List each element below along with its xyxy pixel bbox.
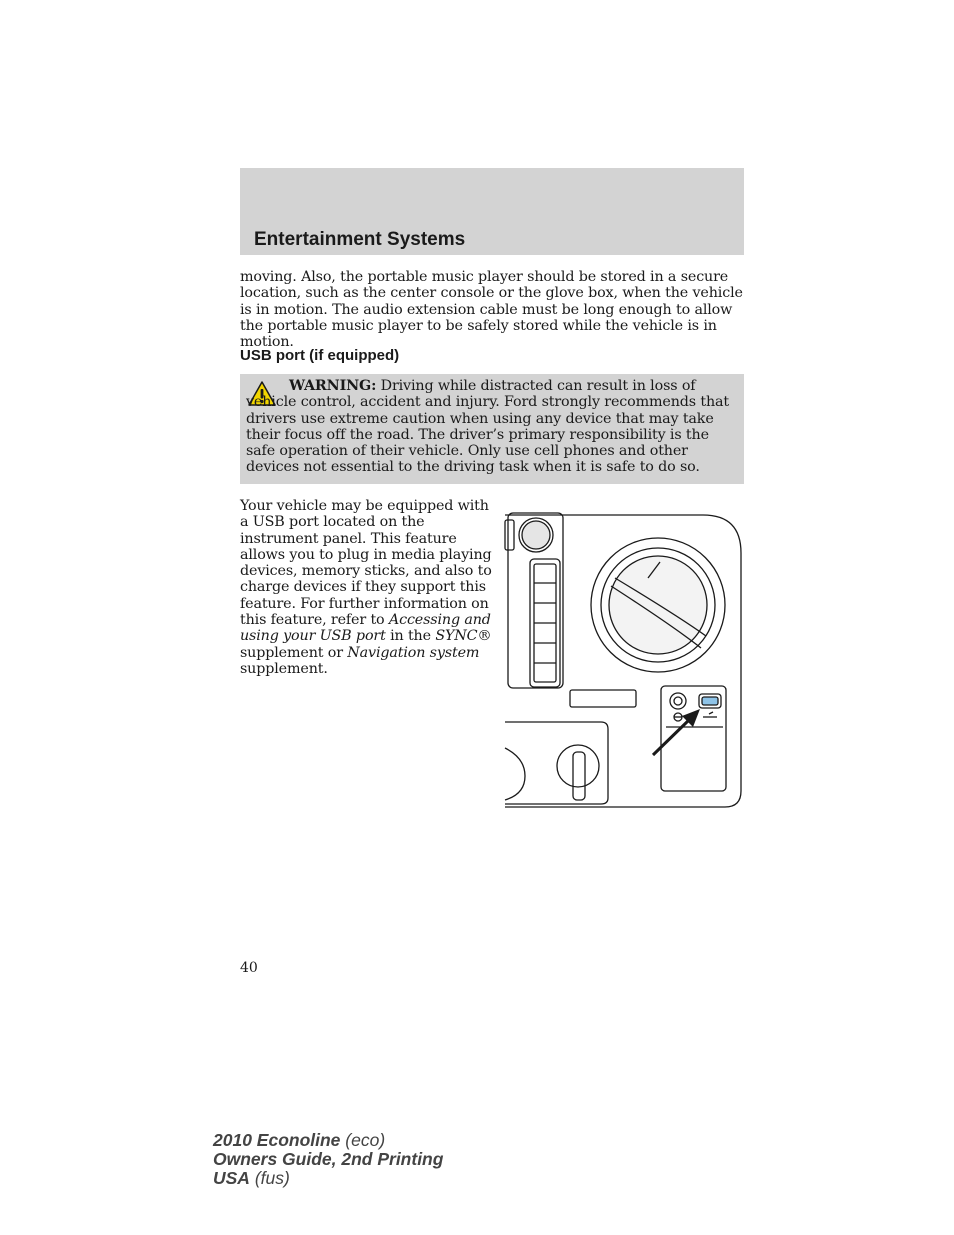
warning-body: Driving while distracted can result in loss of vehicle control, accident and injury. Ford strongly recommends that drivers use extreme caution when using any device that may take their focus off the road. The driver’s primary responsibility is the safe operation of their vehicle. Only use cell phones and other devices not essential to the driving task when it is safe to do so.	[246, 378, 729, 476]
intro-paragraph: moving. Also, the portable music player should be stored in a secure location, such as the center console or the glove box, when the vehicle is in motion. The audio extension cable must be long enough to allow the portable music player to be safely stored while the vehicle is in motion.	[240, 269, 743, 351]
usb-port-illustration	[503, 508, 745, 810]
usb-description-paragraph	[240, 498, 498, 677]
footer-region-code: (fus)	[249, 1168, 290, 1188]
text-span: supplement or	[240, 644, 348, 661]
footer-printing: Owners Guide, 2nd Printing	[213, 1149, 444, 1169]
text-span: in the	[385, 628, 436, 645]
footer-model-code: (eco)	[340, 1130, 386, 1150]
usb-section-heading: USB port (if equipped)	[240, 347, 400, 364]
footer-model: 2010 Econoline	[213, 1130, 341, 1150]
footer-publication-info	[213, 1131, 443, 1188]
usb-reference-link: Accessing and using your USB port	[240, 612, 491, 645]
section-title: Entertainment Systems	[254, 229, 466, 250]
footer-line-3	[213, 1169, 443, 1188]
footer-line-2	[213, 1150, 443, 1169]
footer-line-1	[213, 1131, 443, 1150]
section-header-bar	[240, 168, 744, 255]
warning-box	[240, 374, 744, 484]
warning-label: WARNING:	[289, 378, 377, 394]
text-span: Your vehicle may be equipped with a USB port located on the instrument panel. This feature allows you to plug in media playing devices, memory sticks, and also to charge devices if they support this feature. For further information on this feature, refer to	[240, 498, 492, 629]
navigation-reference: Navigation system	[347, 644, 480, 661]
sync-reference: SYNC®	[435, 628, 492, 645]
page-number: 40	[240, 960, 258, 976]
text-span: supplement.	[240, 660, 328, 677]
warning-text	[246, 378, 738, 476]
footer-region: USA	[213, 1168, 250, 1188]
